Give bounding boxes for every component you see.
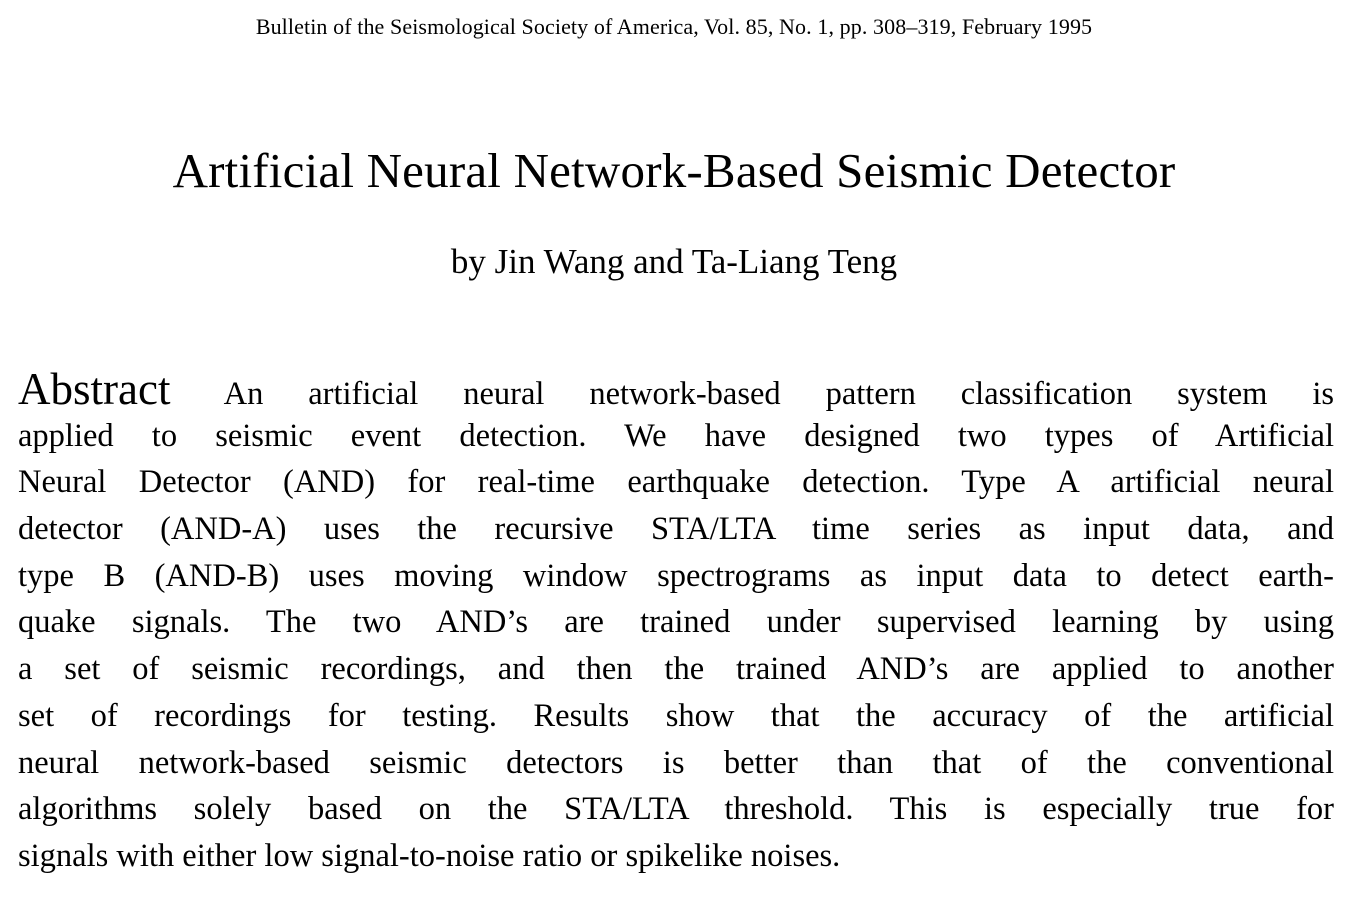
- abstract-section: [18, 366, 1334, 880]
- abstract-line: [18, 366, 1334, 413]
- abstract-line: applied to seismic event detection. We have designed two types of Artificial: [18, 417, 1334, 454]
- abstract-line: signals with either low signal-to-noise ratio or spikelike noises.: [18, 837, 841, 874]
- abstract-line: quake signals. The two AND’s are trained under supervised learning by using: [18, 604, 1334, 641]
- abstract-line: algorithms solely based on the STA/LTA threshold. This is especially true for: [18, 791, 1334, 828]
- author-byline: by Jin Wang and Ta-Liang Teng: [450, 242, 898, 281]
- paper-title: Artificial Neural Network-Based Seismic Detector: [172, 143, 1176, 198]
- abstract-line: neural network-based seismic detectors is better than that of the conventional: [18, 744, 1334, 781]
- abstract-line: type B (AND-B) uses moving window spectrograms as input data to detect earth-: [18, 557, 1334, 594]
- journal-header: Bulletin of the Seismological Society of America, Vol. 85, No. 1, pp. 308–319, February 1995: [255, 14, 1093, 39]
- abstract-line: set of recordings for testing. Results show that the accuracy of the artificial: [18, 697, 1334, 734]
- abstract-line: a set of seismic recordings, and then the trained AND’s are applied to another: [18, 651, 1334, 688]
- abstract-label: Abstract: [18, 364, 171, 414]
- abstract-line: Neural Detector (AND) for real-time earthquake detection. Type A artificial neural: [18, 464, 1334, 501]
- abstract-line: detector (AND-A) uses the recursive STA/LTA time series as input data, and: [18, 511, 1334, 548]
- abstract-line-text: An artificial neural network-based pattern classification system is: [223, 376, 1334, 412]
